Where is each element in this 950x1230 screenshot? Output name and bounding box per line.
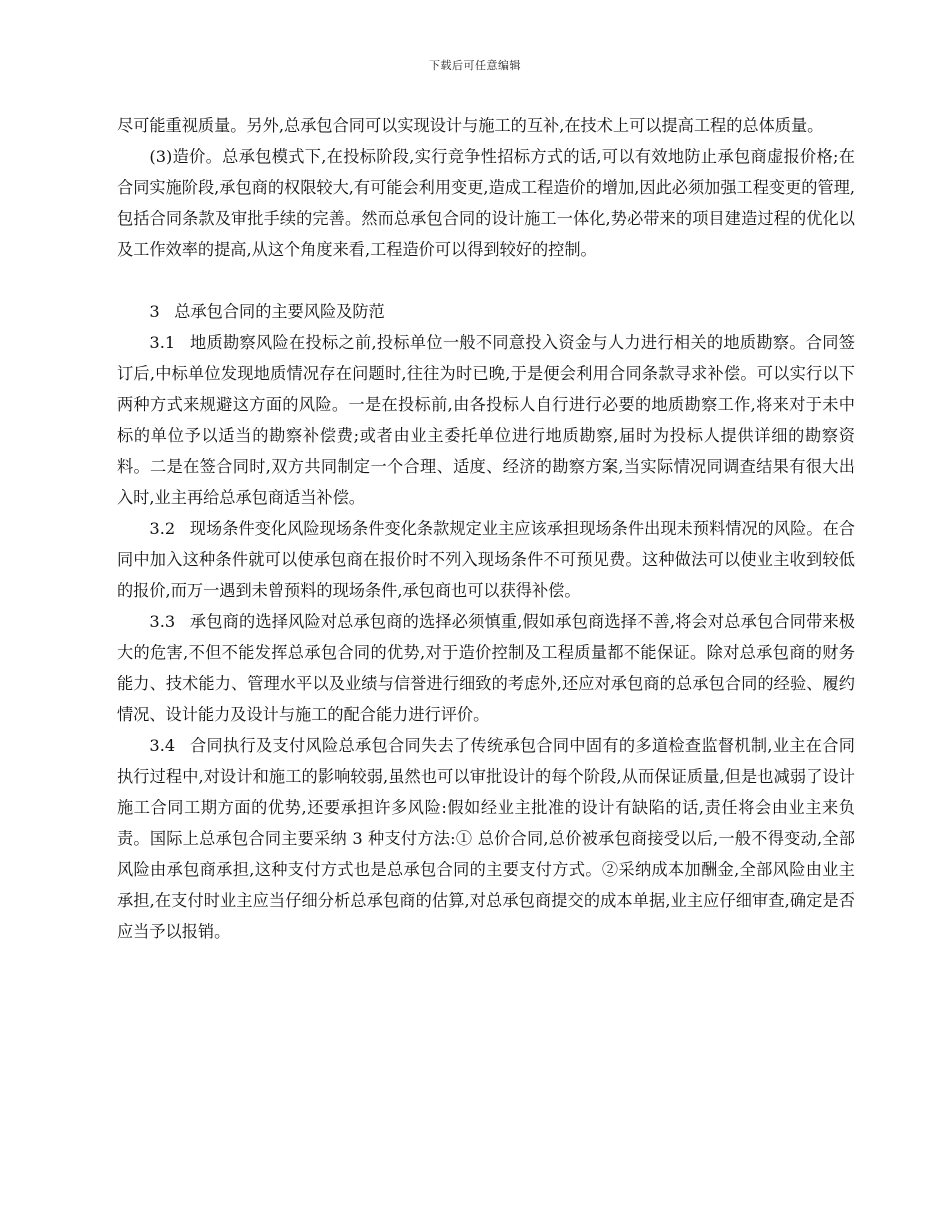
section-number: 3	[149, 302, 160, 321]
document-body	[117, 110, 855, 947]
paragraph-3-1	[117, 327, 855, 513]
paragraph-cost: (3)造价。总承包模式下,在投标阶段,实行竞争性招标方式的话,可以有效地防止承包商虚报价格;在合同实施阶段,承包商的权限较大,有可能会利用变更,造成工程造价的增加,因此必须加强工程变更的管理,包括合同条款及审批手续的完善。然而总承包合同的设计施工一体化,势必带来的项目建造过程的优化以及工作效率的提高,从这个角度来看,工程造价可以得到较好的控制。	[117, 147, 855, 259]
paragraph-3-2	[117, 513, 855, 606]
subsection-number: 3.4	[149, 736, 176, 755]
paragraph-3-4	[117, 730, 855, 947]
paragraph-quality-continued: 尽可能重视质量。另外,总承包合同可以实现设计与施工的互补,在技术上可以提高工程的总体质量。	[117, 116, 824, 135]
subsection-text: 现场条件变化风险现场条件变化条款规定业主应该承担现场条件出现未预料情况的风险。在合同中加入这种条件就可以使承包商在报价时不列入现场条件不可预见费。这种做法可以使业主收到较低的报价,而万一遇到未曾预料的现场条件,承包商也可以获得补偿。	[117, 519, 855, 600]
subsection-text: 合同执行及支付风险总承包合同失去了传统承包合同中固有的多道检查监督机制,业主在合同执行过程中,对设计和施工的影响较弱,虽然也可以审批设计的每个阶段,从而保证质量,但是也减弱了设计施工合同工期方面的优势,还要承担许多风险:假如经业主批准的设计有缺陷的话,责任将会由业主来负责。国际上总承包合同主要采纳 3 种支付方法:① 总价合同,总价被承包商接受以后,一般不得变动,全部风险由承包商承担,这种支付方式也是总承包合同的主要支付方式。②采纳成本加酬金,全部风险由业主承担,在支付时业主应当仔细分析总承包商的估算,对总承包商提交的成本单据,业主应仔细审查,确定是否应当予以报销。	[117, 736, 855, 941]
page-header: 下载后可任意编辑	[429, 59, 521, 72]
paragraph-3-3	[117, 606, 855, 730]
section-title: 总承包合同的主要风险及防范	[174, 302, 385, 321]
subsection-text: 地质勘察风险在投标之前,投标单位一般不同意投入资金与人力进行相关的地质勘察。合同签订后,中标单位发现地质情况存在问题时,往往为时已晚,于是便会利用合同条款寻求补偿。可以实行以下两种方式来规避这方面的风险。一是在投标前,由各投标人自行进行必要的地质勘察工作,将来对于未中标的单位予以适当的勘察补偿费;或者由业主委托单位进行地质勘察,届时为投标人提供详细的勘察资料。二是在签合同时,双方共同制定一个合理、适度、经济的勘察方案,当实际情况同调查结果有很大出入时,业主再给总承包商适当补偿。	[117, 333, 855, 507]
subsection-number: 3.2	[149, 519, 176, 538]
section-heading-3	[117, 296, 855, 327]
subsection-number: 3.1	[149, 333, 176, 352]
subsection-number: 3.3	[149, 612, 176, 631]
subsection-text: 承包商的选择风险对总承包商的选择必须慎重,假如承包商选择不善,将会对总承包合同带来极大的危害,不但不能发挥总承包合同的优势,对于造价控制及工程质量都不能保证。除对总承包商的财务能力、技术能力、管理水平以及业绩与信誉进行细致的考虑外,还应对承包商的总承包合同的经验、履约情况、设计能力及设计与施工的配合能力进行评价。	[117, 612, 855, 724]
